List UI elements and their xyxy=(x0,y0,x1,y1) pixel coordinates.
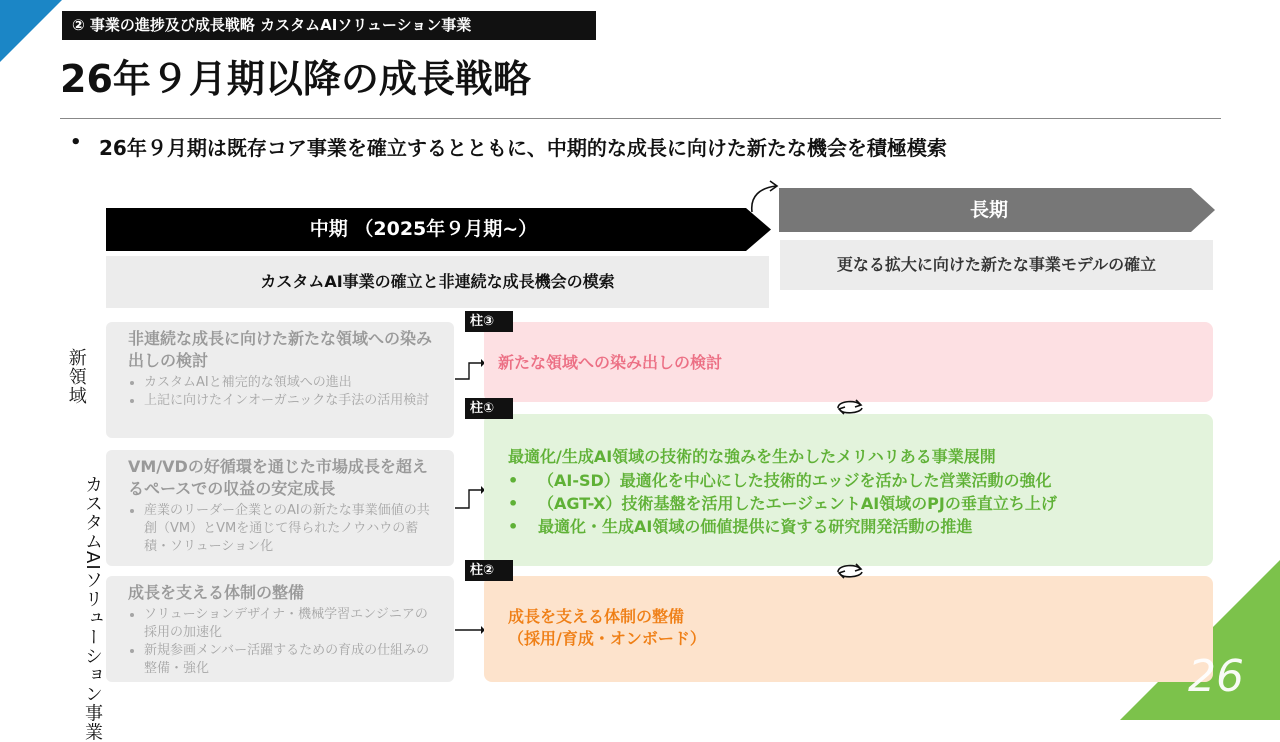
left-box-heading: 成長を支える体制の整備 xyxy=(128,583,305,602)
left-box-structure xyxy=(106,576,454,682)
bullet: • xyxy=(508,494,519,513)
pillar1-item-text: （AI-SD）最適化を中心にした技術的エッジを活かした営業活動の強化 xyxy=(538,471,1052,490)
pillar2-line1: 成長を支える体制の整備 xyxy=(508,607,685,626)
connector-arrow-icon xyxy=(455,345,485,385)
mid-term-subtitle: カスタムAI事業の確立と非連続な成長機会の模索 xyxy=(106,256,769,308)
list-item: • 上記に向けたインオーガニックな手法の活用検討 xyxy=(144,392,440,410)
bullet: • xyxy=(508,517,519,536)
pillar1-item-text: 最適化・生成AI領域の価値提供に資する研究開発活動の推進 xyxy=(538,517,973,536)
pillar1-item xyxy=(508,514,972,537)
section-badge: ② 事業の進捗及び成長戦略 カスタムAIソリューション事業 xyxy=(62,11,596,40)
list-item: • カスタムAIと補完的な領域への進出 xyxy=(144,374,440,392)
side-label-custom-ai: カスタムAIソリューション事業 xyxy=(82,475,103,742)
bullet: • xyxy=(508,471,519,490)
side-label-new-domain: 新領域 xyxy=(65,348,87,405)
page-title: 26年９月期以降の成長戦略 xyxy=(60,57,531,101)
left-box-vm-vd xyxy=(106,450,454,566)
page-number: 26 xyxy=(1188,651,1244,702)
pillar1-item xyxy=(508,491,1057,514)
pillar2-line2: （採用/育成・オンボード） xyxy=(508,629,706,648)
left-box-heading: VM/VDの好循環を通じた市場成長を超えるペースでの収益の安定成長 xyxy=(128,457,428,498)
curved-arrow-icon xyxy=(746,180,786,216)
lead-text: 26年９月期は既存コア事業を確立するとともに、中期的な成長に向けた新たな機会を積極模索 xyxy=(99,136,947,160)
list-item: • 産業のリーダー企業とのAIの新たな事業価値の共創（VM）とVMを通じて得られたノウハウの蓄積・ソリューション化 xyxy=(144,502,440,556)
corner-accent-blue xyxy=(0,0,62,62)
pillar3-text: 新たな領域への染み出しの検討 xyxy=(498,353,723,372)
pillar1-item-text: （AGT-X）技術基盤を活用したエージェントAI領域のPJの垂直立ち上げ xyxy=(538,494,1057,513)
list-item: • 新規参画メンバー活躍するための育成の仕組みの整備・強化 xyxy=(144,642,440,678)
pillar2-tag: 柱② xyxy=(465,560,513,581)
left-box-heading: 非連続な成長に向けた新たな領域への染み出しの検討 xyxy=(128,329,433,370)
long-term-subtitle: 更なる拡大に向けた新たな事業モデルの確立 xyxy=(780,240,1213,290)
left-box-new-domain xyxy=(106,322,454,438)
cycle-arrows-icon xyxy=(830,396,870,416)
lead-bullet: • xyxy=(70,132,82,153)
connector-arrow-icon xyxy=(455,610,485,650)
long-term-label: 長期 xyxy=(969,199,1008,221)
title-divider xyxy=(60,118,1221,119)
list-item: • ソリューションデザイナ・機械学習エンジニアの採用の加速化 xyxy=(144,606,440,642)
connector-arrow-icon xyxy=(455,474,485,514)
mid-term-label: 中期 （2025年９月期~） xyxy=(309,218,538,240)
pillar2-text xyxy=(508,606,706,650)
pillar1-tag: 柱① xyxy=(465,398,513,419)
pillar1-item xyxy=(508,468,1051,491)
pillar1-heading: 最適化/生成AI領域の技術的な強みを生かしたメリハリある事業展開 xyxy=(508,447,996,466)
cycle-arrows-icon xyxy=(830,560,870,580)
pillar3-tag: 柱③ xyxy=(465,311,513,332)
